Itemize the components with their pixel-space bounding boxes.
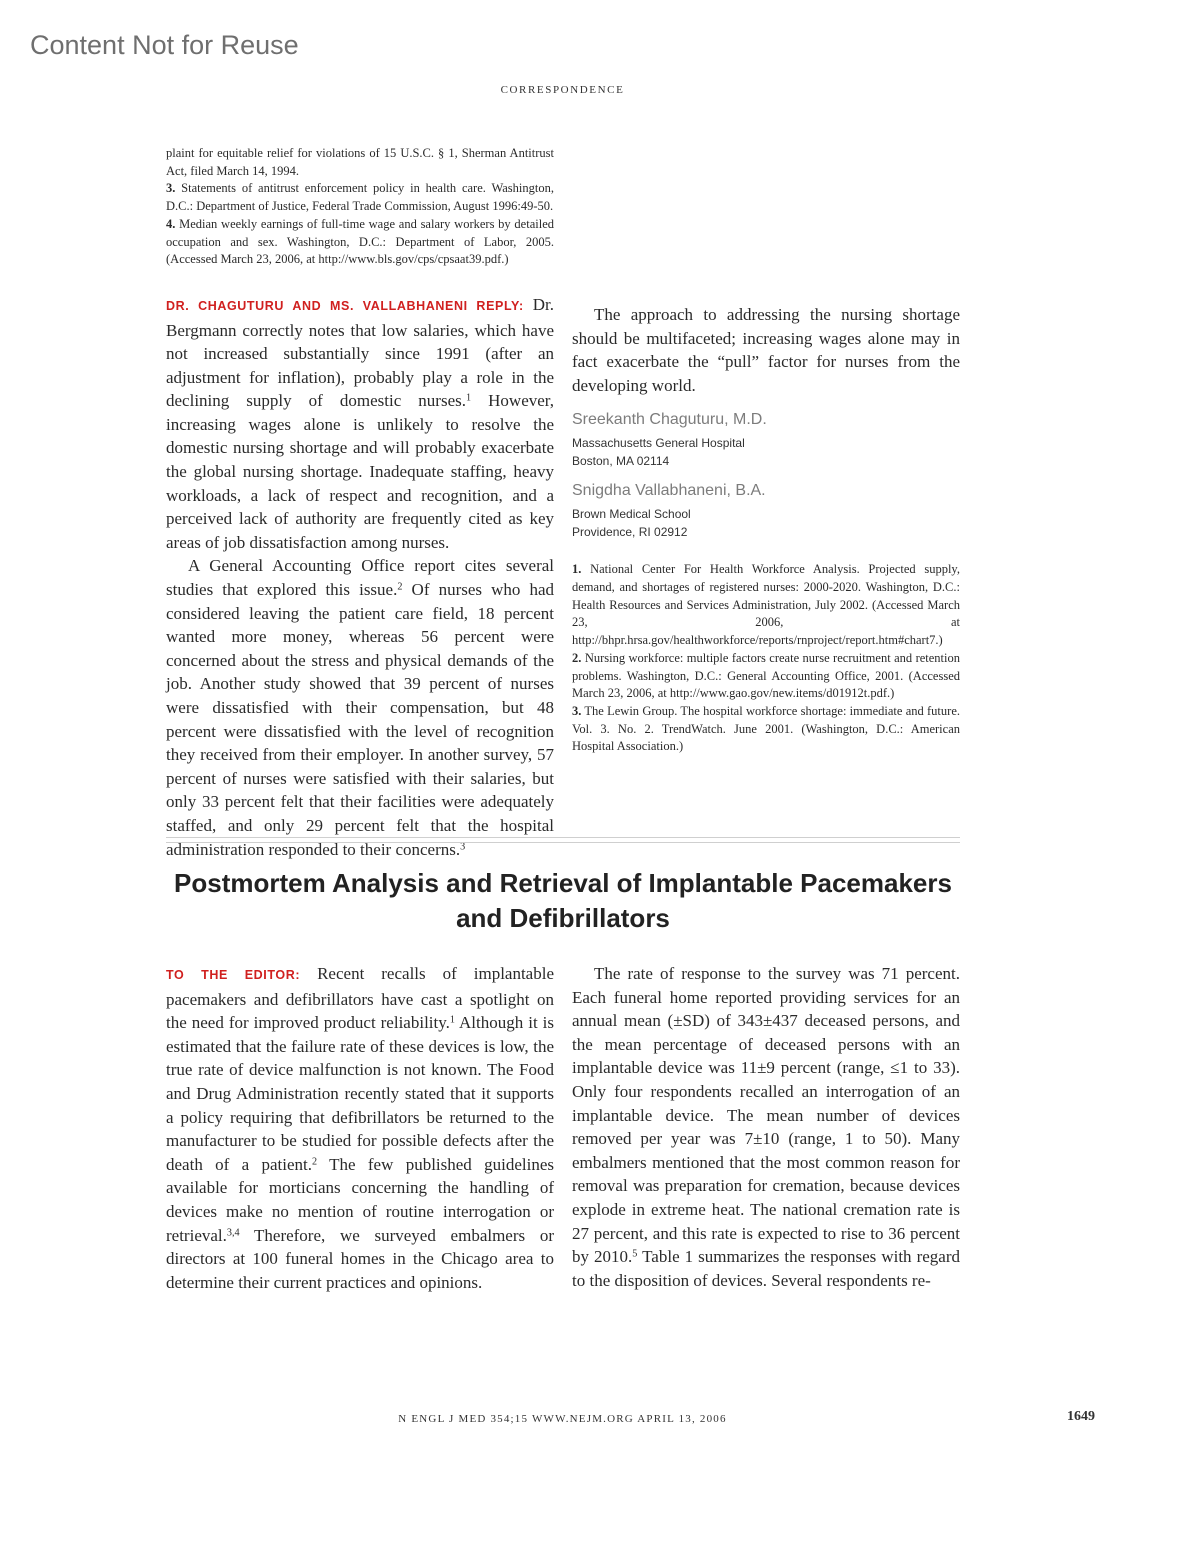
- reference-item: [572, 561, 960, 650]
- reply-paragraph-2: [166, 554, 554, 861]
- reply-text: However, increasing wages alone is unlikely to resolve the domestic nursing shortage and will probably exacerbate the global nursing shortage. Inadequate staffing, heavy workloads, a lack of respect and recognition, and a perceived lack of authority are frequently cited as key areas of job dissatisfaction among nurses.: [166, 391, 555, 552]
- reference-item: [166, 180, 554, 215]
- citation-marker: 3,4: [226, 1226, 240, 1238]
- article-text: Recent recalls of implantable pacemakers and defibrillators have cast a spotlight on the need for improved product reliability.: [166, 964, 554, 1033]
- reference-number: 2.: [572, 650, 582, 665]
- to-the-editor-heading: TO THE EDITOR:: [166, 968, 301, 982]
- article-text: Table 1 summarizes the responses with regard to the disposition of devices. Several respondents re-: [572, 1247, 960, 1290]
- page-number: 1649: [1067, 1409, 1095, 1424]
- citation-marker: 1: [466, 392, 472, 404]
- signature-name: Sreekanth Chaguturu, M.D.: [572, 411, 767, 429]
- signature-name: Snigdha Vallabhaneni, B.A.: [572, 482, 766, 500]
- reference-text: Median weekly earnings of full-time wage and salary workers by detailed occupation and sex. Washington, D.C.: Department of Labor, 2005. (Accessed March 23, 2006, at http://www.bls.gov/cps/cpsaat39.pdf.): [166, 216, 554, 267]
- citation-marker: 3: [460, 840, 466, 852]
- article-paragraph: [572, 962, 960, 1292]
- signature-block: [572, 411, 960, 541]
- running-head: CORRESPONDENCE: [500, 84, 625, 96]
- reply-heading: DR. CHAGUTURU AND MS. VALLABHANENI REPLY:: [166, 298, 524, 313]
- reference-item: [572, 650, 960, 703]
- reference-number: 3.: [572, 704, 582, 718]
- signature-affiliation: Massachusetts General Hospital: [572, 436, 745, 451]
- reply-text: Of nurses who had considered leaving the patient care field, 18 percent wanted more money, whereas 56 percent were concerned about the stress and physical demands of the job. Another study showed that 39 percent of nurses were dissatisfied with their compensation, but 48 percent were dissatisfied with the level of recognition they received from their employer. In another survey, 57 percent of nurses were satisfied with their salaries, but only 33 percent felt that their facilities were adequately staffed, and only 29 percent felt that the hospital administration responded to their concerns.: [166, 580, 554, 859]
- section-divider: [166, 837, 960, 838]
- correspondence-right-column: [572, 303, 960, 756]
- reply-references: [572, 561, 960, 756]
- watermark: Content Not for Reuse: [30, 30, 299, 60]
- signature-location: Boston, MA 02114: [572, 453, 670, 468]
- citation-marker: 1: [449, 1014, 455, 1026]
- reference-item: [166, 145, 554, 180]
- article-text: Although it is estimated that the failure rate of these devices is low, the true rate of device malfunction is not known. The Food and Drug Administration recently stated that it supports a policy requiring that defibrillators be returned to the manufacturer to be studied for possible defects after the death of a patient.: [166, 1013, 554, 1174]
- article-text: The few published guidelines available for morticians concerning the handling of devices make no mention of routine interrogation or retrieval.: [166, 1154, 555, 1245]
- reference-text: National Center For Health Workforce Analysis. Projected supply, demand, and shortages of registered nurses: 2000-2020. Washington, D.C.: Health Resources and Services Administration, July 2002. (Accessed March 23, 2006, at http://bhpr.hrsa.gov/healthworkforce/reports/rnproject/report.htm#chart7.): [572, 562, 960, 648]
- article-title: Postmortem Analysis and Retrieval of Implantable Pacemakers and Defibrillators: [174, 868, 952, 933]
- signature-affiliation: Brown Medical School: [572, 507, 691, 522]
- citation-marker: 5: [632, 1248, 638, 1260]
- reference-item: [166, 216, 554, 269]
- reference-item: [572, 703, 960, 756]
- article-paragraph: [166, 962, 554, 1294]
- reference-text: Nursing workforce: multiple factors create nurse recruitment and retention problems. Washington, D.C.: General Accounting Office, 2001. (Accessed March 23, 2006, at http://www.gao.gov/new.items/d01912t.pdf.): [572, 650, 961, 701]
- reply-paragraph-3: The approach to addressing the nursing shortage should be multifaceted; increasing wages alone may in fact exacerbate the “pull” factor for nurses from the developing world.: [572, 305, 960, 395]
- reference-number: 3.: [166, 181, 176, 196]
- reply-text: Dr. Bergmann correctly notes that low salaries, which have not increased substantially since 1991 (after an adjustment for inflation), probably play a role in the declining supply of domestic nurses.: [166, 294, 555, 411]
- reply-paragraph-1: [166, 293, 554, 555]
- reference-number: 4.: [166, 216, 176, 231]
- article-text: The rate of response to the survey was 71 percent. Each funeral home reported providing services for an annual mean (±SD) of 343±437 deceased persons, and the mean percentage of deceased persons with an implantable device was 11±9 percent (range, ≤1 to 33). Only four respondents recalled an interrogation of an implantable device. The mean number of devices removed per year was 7±10 (range, 1 to 50). Many embalmers mentioned that the most common reason for removal was preparation for cremation, because devices explode in extreme heat. The national cremation rate is 27 percent, and this rate is expected to rise to 36 percent by 2010.: [572, 964, 960, 1267]
- journal-footer: N ENGL J MED 354;15 WWW.NEJM.ORG APRIL 13, 2006: [398, 1413, 727, 1425]
- reference-text: Statements of antitrust enforcement policy in health care. Washington, D.C.: Department of Justice, Federal Trade Commission, August 1996:49-50.: [166, 181, 554, 214]
- article-right-column: [572, 962, 960, 1292]
- article-text: Therefore, we surveyed embalmers or directors at 100 funeral homes in the Chicago area to determine their current practices and opinions.: [166, 1225, 554, 1292]
- previous-letter-references: [166, 145, 554, 269]
- reference-text: The Lewin Group. The hospital workforce shortage: immediate and future. Vol. 3. No. 2. TrendWatch. June 2001. (Washington, D.C.: American Hospital Association.): [572, 704, 960, 754]
- citation-marker: 2: [312, 1156, 318, 1168]
- reference-number: 1.: [572, 562, 582, 577]
- article-left-column: [166, 962, 554, 1294]
- signature-location: Providence, RI 02912: [572, 524, 688, 539]
- reference-text: plaint for equitable relief for violations of 15 U.S.C. § 1, Sherman Antitrust Act, filed March 14, 1994.: [166, 146, 554, 178]
- correspondence-left-column: [166, 145, 554, 861]
- reply-text: A General Accounting Office report cites several studies that explored this issue.: [166, 556, 554, 600]
- section-divider: [166, 842, 960, 843]
- citation-marker: 2: [397, 581, 403, 593]
